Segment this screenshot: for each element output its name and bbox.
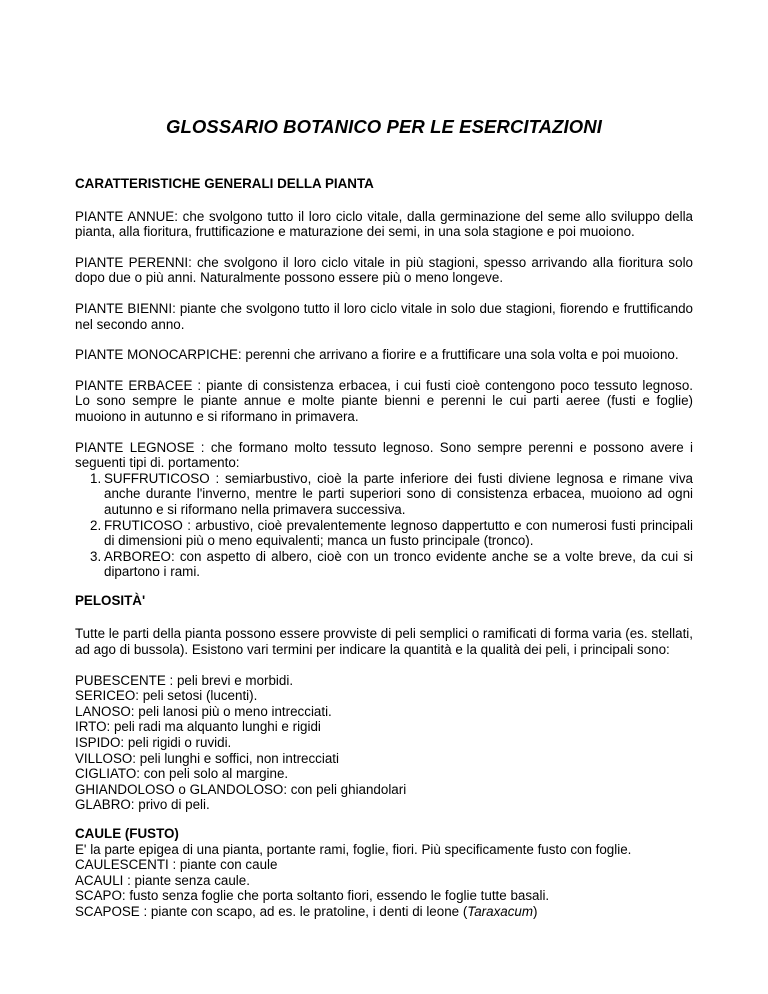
caule-line: ACAULI : piante senza caule. (75, 872, 250, 888)
term-line: LANOSO: peli lanosi più o meno intrecciati. (75, 703, 332, 719)
list-item (75, 549, 693, 580)
term-line: CIGLIATO: con peli solo al margine. (75, 766, 289, 782)
paragraph-piante-perenni: PIANTE PERENNI: che svolgono il loro ciclo vitale in più stagioni, spesso arrivando alla fioritura solo dopo due o più anni. Naturalmente possono essere più o meno longeve. (75, 254, 693, 286)
term-line: GHIANDOLOSO o GLANDOLOSO: con peli ghiandolari (75, 781, 407, 797)
paragraph-piante-erbacee: PIANTE ERBACEE : piante di consistenza erbacea, i cui fusti cioè contengono poco tessuto legnoso. Lo sono sempre le piante annue e molte piante bienni e perenni le cui parti aeree (fusti e foglie) muoiono in autunno e si riformano in primavera. (75, 377, 693, 424)
scapose-text: SCAPOSE : piante con scapo, ad es. le pratoline, i denti di leone ( (75, 903, 468, 919)
paragraph-piante-annue: PIANTE ANNUE: che svolgono tutto il loro ciclo vitale, dalla germinazione del seme allo sviluppo della pianta, alla fioritura, fruttificazione e maturazione dei semi, in una sola stagione e poi muoiono. (75, 208, 693, 240)
list-item (75, 518, 693, 549)
list-text: SUFFRUTICOSO : semiarbustivo, cioè la parte inferiore dei fusti diviene legnosa e rimane viva anche durante l'inverno, mentre le parti superiori sono di consistenza erbacea, muoiono ad ogni autunno e si riformano nella primavera successiva. (104, 470, 693, 517)
caule-line: SCAPO: fusto senza foglie che porta soltanto fiori, essendo le foglie tutte basali. (75, 888, 550, 904)
document-body (75, 176, 693, 920)
list-text: FRUTICOSO : arbustivo, cioè prevalentemente legnoso dappertutto e con numerosi fusti principali di dimensioni più o meno equivalenti; manca un fusto principale (tronco). (104, 517, 693, 549)
scapose-italic-genus: Taraxacum (467, 903, 534, 919)
paragraph-piante-monocarpiche: PIANTE MONOCARPICHE: perenni che arrivano a fiorire e a fruttificare una sola volta e poi muoiono. (75, 347, 679, 363)
paragraph-piante-legnose: PIANTE LEGNOSE : che formano molto tessuto legnoso. Sono sempre perenni e possono avere i seguenti tipi di. portamento: (75, 439, 693, 471)
paragraph-piante-bienni: PIANTE BIENNI: piante che svolgono tutto il loro ciclo vitale in solo due stagioni, fiorendo e fruttificando nel secondo anno. (75, 300, 693, 332)
caule-lines (75, 842, 693, 920)
term-line: GLABRO: privo di peli. (75, 797, 210, 813)
term-line: PUBESCENTE : peli brevi e morbidi. (75, 672, 294, 688)
section-heading-caule: CAULE (FUSTO) (75, 826, 179, 841)
caule-line: CAULESCENTI : piante con caule (75, 857, 278, 873)
term-line: VILLOSO: peli lunghi e soffici, non intrecciati (75, 750, 339, 766)
list-number: 1. (90, 470, 102, 486)
pelosita-terms (75, 673, 693, 813)
term-line: ISPIDO: peli rigidi o ruvidi. (75, 735, 232, 751)
term-line: SERICEO: peli setosi (lucenti). (75, 688, 258, 704)
list-number: 2. (90, 517, 102, 533)
list-number: 3. (90, 548, 102, 564)
caule-line-scapose (75, 904, 693, 920)
section-heading-pelosita: PELOSITÀ' (75, 592, 146, 608)
paragraph-pelosita-intro: Tutte le parti della pianta possono essere provviste di peli semplici o ramificati di forma varia (es. stellati, ad ago di bussola). Esistono vari termini per indicare la quantità e la qualità dei peli, i principali sono: (75, 626, 693, 658)
term-line: IRTO: peli radi ma alquanto lunghi e rigidi (75, 719, 321, 735)
page-title: GLOSSARIO BOTANICO PER LE ESERCITAZIONI (166, 116, 602, 137)
list-text: ARBOREO: con aspetto di albero, cioè con un tronco evidente anche se a volte breve, da cui si dipartono i rami. (104, 548, 693, 580)
portamento-list (75, 471, 693, 580)
caule-line: E' la parte epigea di una pianta, portante rami, foglie, fiori. Più specificamente fusto con foglie. (75, 841, 632, 857)
scapose-closing: ) (533, 903, 538, 919)
list-item (75, 471, 693, 518)
section-heading-caratteristiche: CARATTERISTICHE GENERALI DELLA PIANTA (75, 176, 374, 191)
